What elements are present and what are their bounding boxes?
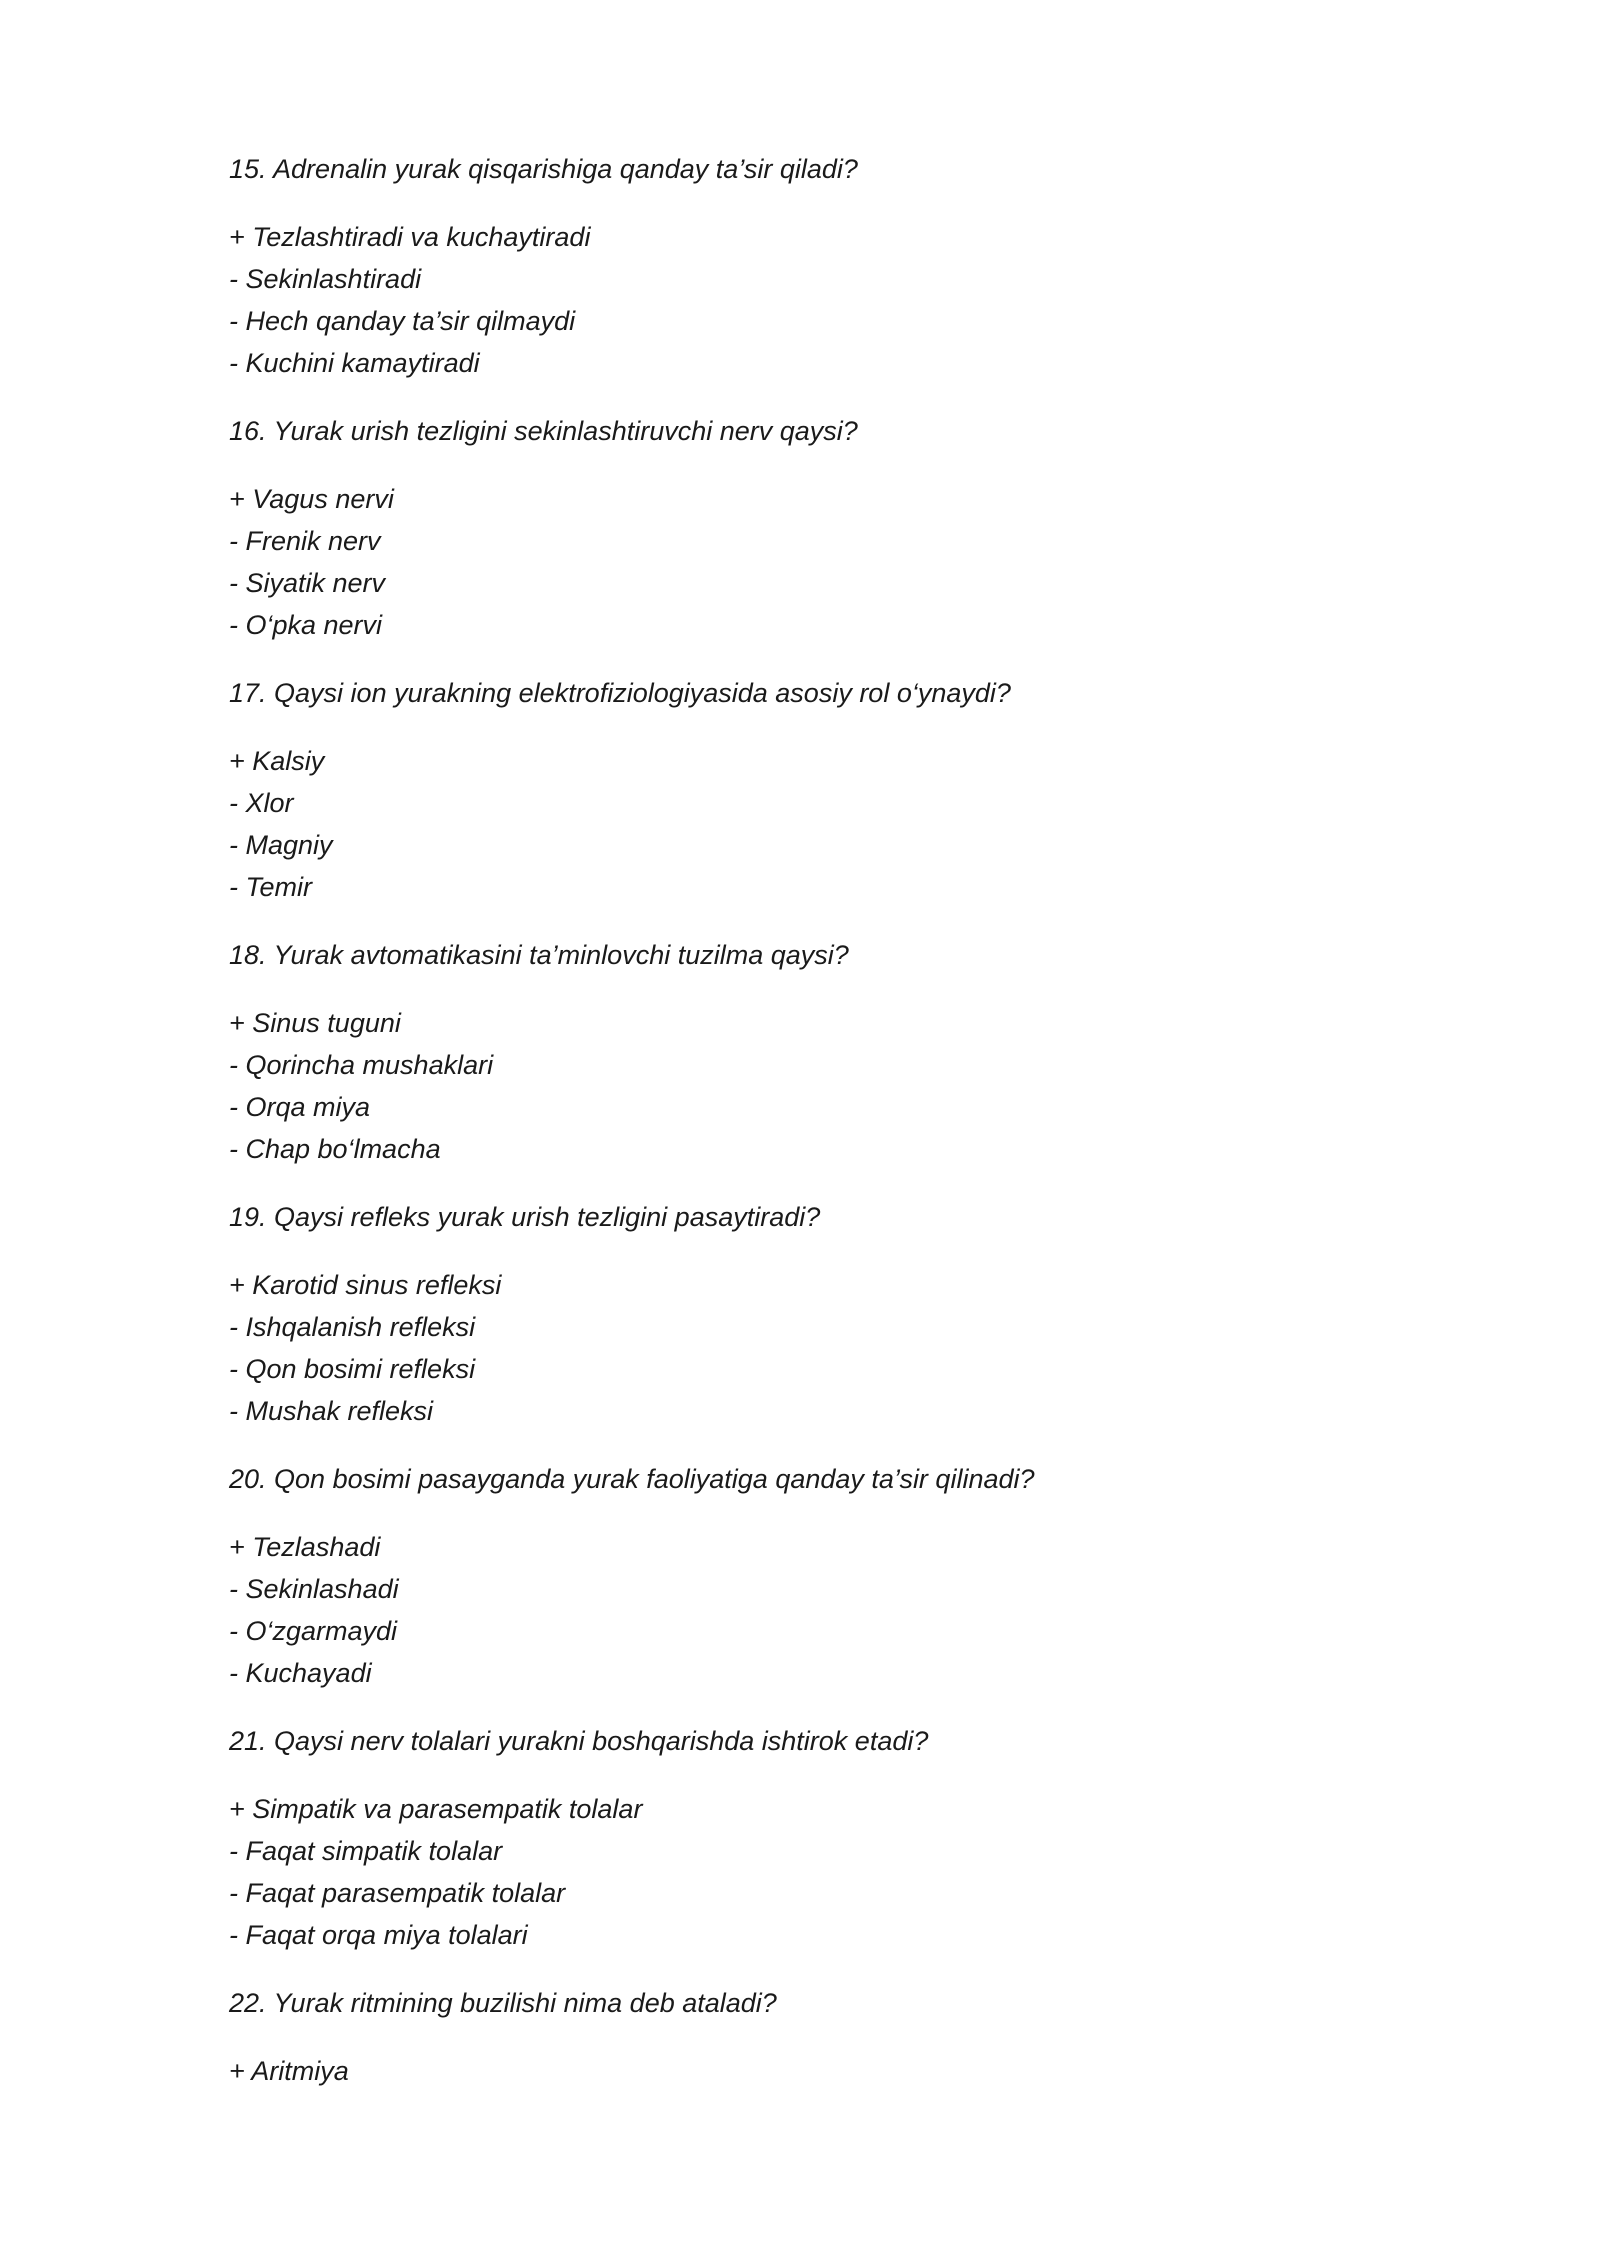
answer-options <box>229 1788 1429 1956</box>
answer-option: - O‘zgarmaydi <box>229 1616 398 1646</box>
answer-option: - Qon bosimi refleksi <box>229 1354 476 1384</box>
question-text: 22. Yurak ritmining buzilishi nima deb ataladi? <box>229 1988 777 2018</box>
question-block <box>229 410 1429 646</box>
answer-options <box>229 1264 1429 1432</box>
answer-option: + Sinus tuguni <box>229 1008 401 1038</box>
answer-options <box>229 1002 1429 1170</box>
question-block <box>229 934 1429 1170</box>
answer-option: - Kuchayadi <box>229 1658 372 1688</box>
answer-option: - Kuchini kamaytiradi <box>229 348 480 378</box>
answer-option: - Orqa miya <box>229 1092 371 1122</box>
answer-option: - Mushak refleksi <box>229 1396 434 1426</box>
question-text: 16. Yurak urish tezligini sekinlashtiruvchi nerv qaysi? <box>229 416 858 446</box>
answer-option: + Karotid sinus refleksi <box>229 1270 502 1300</box>
answer-options <box>229 2050 1429 2092</box>
answer-option: - Temir <box>229 872 313 902</box>
answer-option: + Tezlashadi <box>229 1532 381 1562</box>
question-list <box>229 148 1429 2118</box>
answer-option: - O‘pka nervi <box>229 610 383 640</box>
question-text: 21. Qaysi nerv tolalari yurakni boshqarishda ishtirok etadi? <box>229 1726 929 1756</box>
answer-option: - Faqat simpatik tolalar <box>229 1836 503 1866</box>
answer-options <box>229 216 1429 384</box>
question-block <box>229 672 1429 908</box>
answer-option: + Simpatik va parasempatik tolalar <box>229 1794 643 1824</box>
answer-option: - Chap bo‘lmacha <box>229 1134 441 1164</box>
answer-option: - Qorincha mushaklari <box>229 1050 494 1080</box>
question-block <box>229 1458 1429 1694</box>
answer-option: - Faqat parasempatik tolalar <box>229 1878 566 1908</box>
answer-option: + Vagus nervi <box>229 484 394 514</box>
question-text: 19. Qaysi refleks yurak urish tezligini pasaytiradi? <box>229 1202 821 1232</box>
answer-option: - Faqat orqa miya tolalari <box>229 1920 528 1950</box>
answer-option: - Frenik nerv <box>229 526 381 556</box>
question-block <box>229 148 1429 384</box>
question-text: 20. Qon bosimi pasayganda yurak faoliyatiga qanday ta’sir qilinadi? <box>229 1464 1035 1494</box>
question-block <box>229 1196 1429 1432</box>
question-text: 17. Qaysi ion yurakning elektrofiziologiyasida asosiy rol o‘ynaydi? <box>229 678 1011 708</box>
answer-option: - Magniy <box>229 830 333 860</box>
answer-option: - Sekinlashadi <box>229 1574 399 1604</box>
answer-option: + Tezlashtiradi va kuchaytiradi <box>229 222 591 252</box>
answer-options <box>229 478 1429 646</box>
answer-options <box>229 740 1429 908</box>
answer-option: - Siyatik nerv <box>229 568 386 598</box>
answer-option: - Hech qanday ta’sir qilmaydi <box>229 306 576 336</box>
answer-option: - Xlor <box>229 788 294 818</box>
question-block <box>229 1720 1429 1956</box>
question-block <box>229 1982 1429 2092</box>
answer-options <box>229 1526 1429 1694</box>
question-text: 15. Adrenalin yurak qisqarishiga qanday ta’sir qiladi? <box>229 154 858 184</box>
answer-option: - Ishqalanish refleksi <box>229 1312 476 1342</box>
answer-option: + Kalsiy <box>229 746 325 776</box>
answer-option: - Sekinlashtiradi <box>229 264 422 294</box>
answer-option: + Aritmiya <box>229 2056 349 2086</box>
question-text: 18. Yurak avtomatikasini ta’minlovchi tuzilma qaysi? <box>229 940 849 970</box>
